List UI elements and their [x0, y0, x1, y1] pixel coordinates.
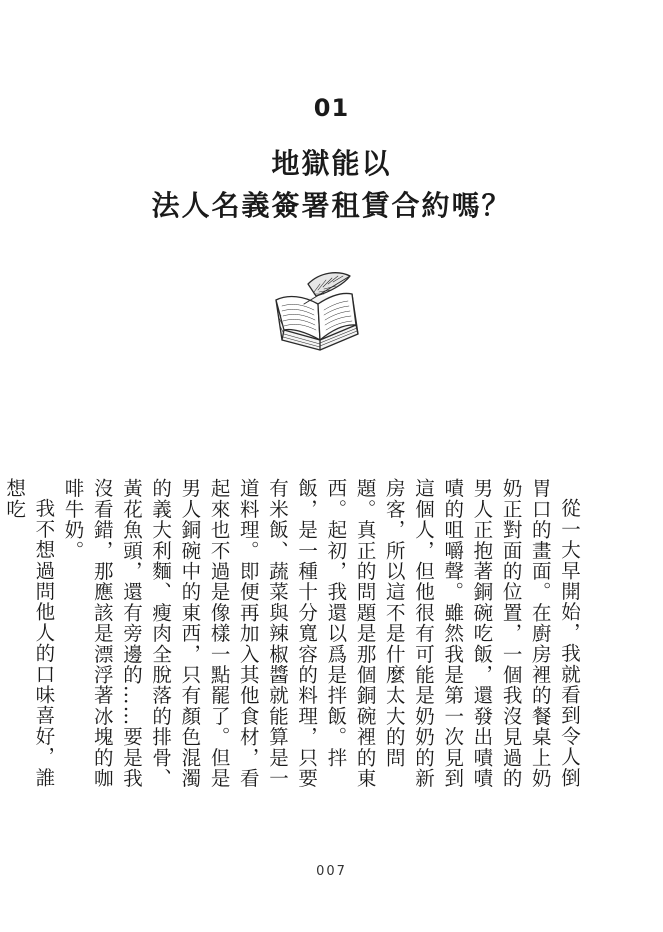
- book-with-feather-quill-icon: [268, 270, 370, 352]
- body-paragraph-1: 從一大早開始，我就看到令人倒胃口的畫面。在廚房裡的餐桌上奶奶正對面的位置，一個我沒見過的男人正抱著銅碗吃飯，還發出嘖嘖嘖的咀嚼聲。雖然我是第一次見到這個人，但他很有可能是奶奶的新房客，所以這不是什麼太大的問題。真正的問題是那個銅碗裡的東西。起初，我還以爲是拌飯。拌飯，是一種十分寬容的料理，只要有米飯、蔬菜與辣椒醬就能算是一道料理。即便再加入其他食材，看起來也不過是像樣一點罷了。但是男人銅碗中的東西，只有顏色混濁的義大利麵、瘦肉全脫落的排骨、黃花魚頭，還有旁邊的……要是我沒看錯，那應該是漂浮著冰塊的咖啡牛奶。: [61, 478, 581, 789]
- body-paragraph-2: 我不想過問他人的口味喜好，誰想吃: [3, 478, 56, 788]
- chapter-title-line-2: 法人名義簽署租賃合約嗎？: [151, 189, 512, 222]
- body-text: [3, 478, 584, 798]
- chapter-number: 01: [313, 94, 350, 122]
- chapter-title-line-1: 地獄能以: [271, 147, 392, 180]
- page-number: 007: [316, 864, 347, 879]
